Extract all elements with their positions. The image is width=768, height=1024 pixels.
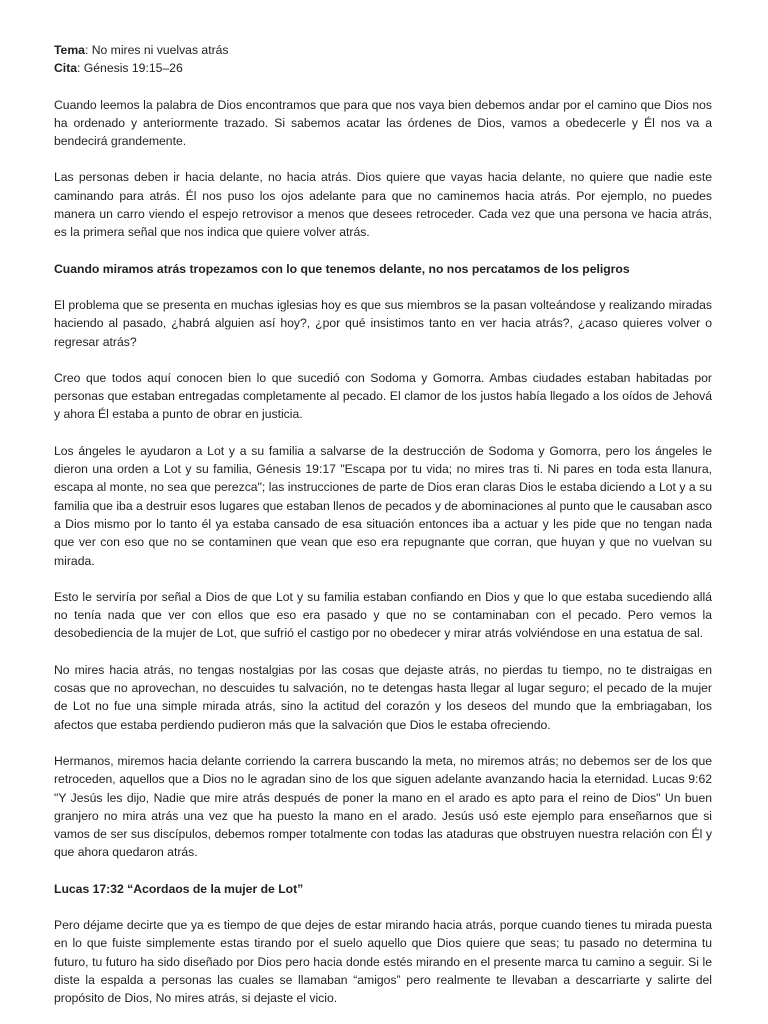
paragraph-9: Pero déjame decirte que ya es tiempo de que dejes de estar mirando hacia atrás, porque cuando tienes tu mirada puesta en lo que fuiste simplemente estas tirando por el suelo aquello que Dios quiere que seas; tu pasado no determina tu futuro, tu futuro ha sido diseñado por Dios pero hacia donde estés mirando en el presente marca tu camino a seguir. Si le diste la espalda a personas las cuales se llamaban “amigos” pero realmente te llevaban a descarriarte y salirte del propósito de Dios, No mires atrás, si dejaste el vicio. [54, 917, 712, 1006]
citation-label: Cita [54, 61, 78, 76]
section-heading-2: Lucas 17:32 “Acordaos de la mujer de Lot” [54, 881, 304, 896]
paragraph-5: Los ángeles le ayudaron a Lot y a su familia a salvarse de la destrucción de Sodoma y Gomorra, pero los ángeles le dieron una orden a Lot y su familia, Génesis 19:17 "Escapa por tu vida; no mires tras ti. Ni pares en toda esta llanura, escapa al monte, no sea que perezca"; las instrucciones de parte de Dios eran claras Dios le estaba diciendo a Lot y a su familia que iba a destruir esos lugares que estaban llenos de pecados y de abominaciones al punto que le causaban asco a Dios mismo por lo tanto él ya estaba cansado de esa situación entonces iba a actuar y les pide que no tengan nada que ver con eso que no se contaminen que vean que eso era repugnante que corran, que huyan y que no vuelvan su mirada. [54, 443, 712, 568]
paragraph-1: Cuando leemos la palabra de Dios encontramos que para que nos vaya bien debemos andar por el camino que Dios nos ha ordenado y anteriormente trazado. Si sabemos acatar las órdenes de Dios, vamos a obedecerle y Él nos va a bendecirá grandemente. [54, 97, 712, 149]
citation-value: : Génesis 19:15–26 [77, 61, 183, 76]
topic-line [54, 41, 712, 59]
citation-line [54, 59, 712, 77]
paragraph-2: Las personas deben ir hacia delante, no hacia atrás. Dios quiere que vayas hacia delante, no quiere que nadie este caminando para atrás. Él nos puso los ojos adelante para que no caminemos hacia atrás. Por ejemplo, no puedes manera un carro viendo el espejo retrovisor a menos que desees retroceder. Cada vez que una persona ve hacia atrás, es la primera señal que nos indica que quiere volver atrás. [54, 170, 712, 240]
section-heading-1: Cuando miramos atrás tropezamos con lo que tenemos delante, no nos percatamos de los peligros [54, 261, 630, 276]
paragraph-3: El problema que se presenta en muchas iglesias hoy es que sus miembros se la pasan volteándose y realizando miradas haciendo al pasado, ¿habrá alguien así hoy?, ¿por qué insistimos tanto en ver hacia atrás?, ¿acaso quieres volver o regresar atrás? [54, 297, 712, 349]
topic-label: Tema [54, 43, 85, 57]
document-body [54, 41, 712, 1007]
paragraph-6: Esto le serviría por señal a Dios de que Lot y su familia estaban confiando en Dios y que lo que estaba sucediendo allá no tenía nada que ver con ellos que eso era pasado y que no se contaminaban con el pecado. Pero vemos la desobediencia de la mujer de Lot, que sufrió el castigo por no obedecer y mirar atrás volviéndose en una estatua de sal. [54, 589, 712, 641]
paragraph-4: Creo que todos aquí conocen bien lo que sucedió con Sodoma y Gomorra. Ambas ciudades estaban habitadas por personas que estaban entregadas completamente al pecado. El clamor de los justos había llegado a los oídos de Jehová y ahora Él estaba a punto de obrar en justicia. [54, 370, 712, 422]
paragraph-7: No mires hacia atrás, no tengas nostalgias por las cosas que dejaste atrás, no pierdas tu tiempo, no te distraigas en cosas que no aprovechan, no descuides tu salvación, no te detengas hasta llegar al lugar seguro; el pecado de la mujer de Lot no fue una simple mirada atrás, sino la actitud del corazón y los deseos del mundo que la embriagaban, los afectos que estaba perdiendo pudieron más que la salvación que Dios le estaba ofreciendo. [54, 662, 712, 732]
paragraph-8: Hermanos, miremos hacia delante corriendo la carrera buscando la meta, no miremos atrás; no debemos ser de los que retroceden, aquellos que a Dios no le agradan sino de los que siguen adelante avanzando hacia la eternidad. Lucas 9:62 "Y Jesús les dijo, Nadie que mire atrás después de poner la mano en el arado es apto para el reino de Dios" Un buen granjero no mira atrás una vez que ha puesto la mano en el arado. Jesús usó este ejemplo para enseñarnos que si vamos de ser sus discípulos, debemos romper totalmente con todas las ataduras que obstruyen nuestra relación con Él y que ahora quedaron atrás. [54, 753, 712, 860]
topic-value: : No mires ni vuelvas atrás [84, 43, 229, 57]
